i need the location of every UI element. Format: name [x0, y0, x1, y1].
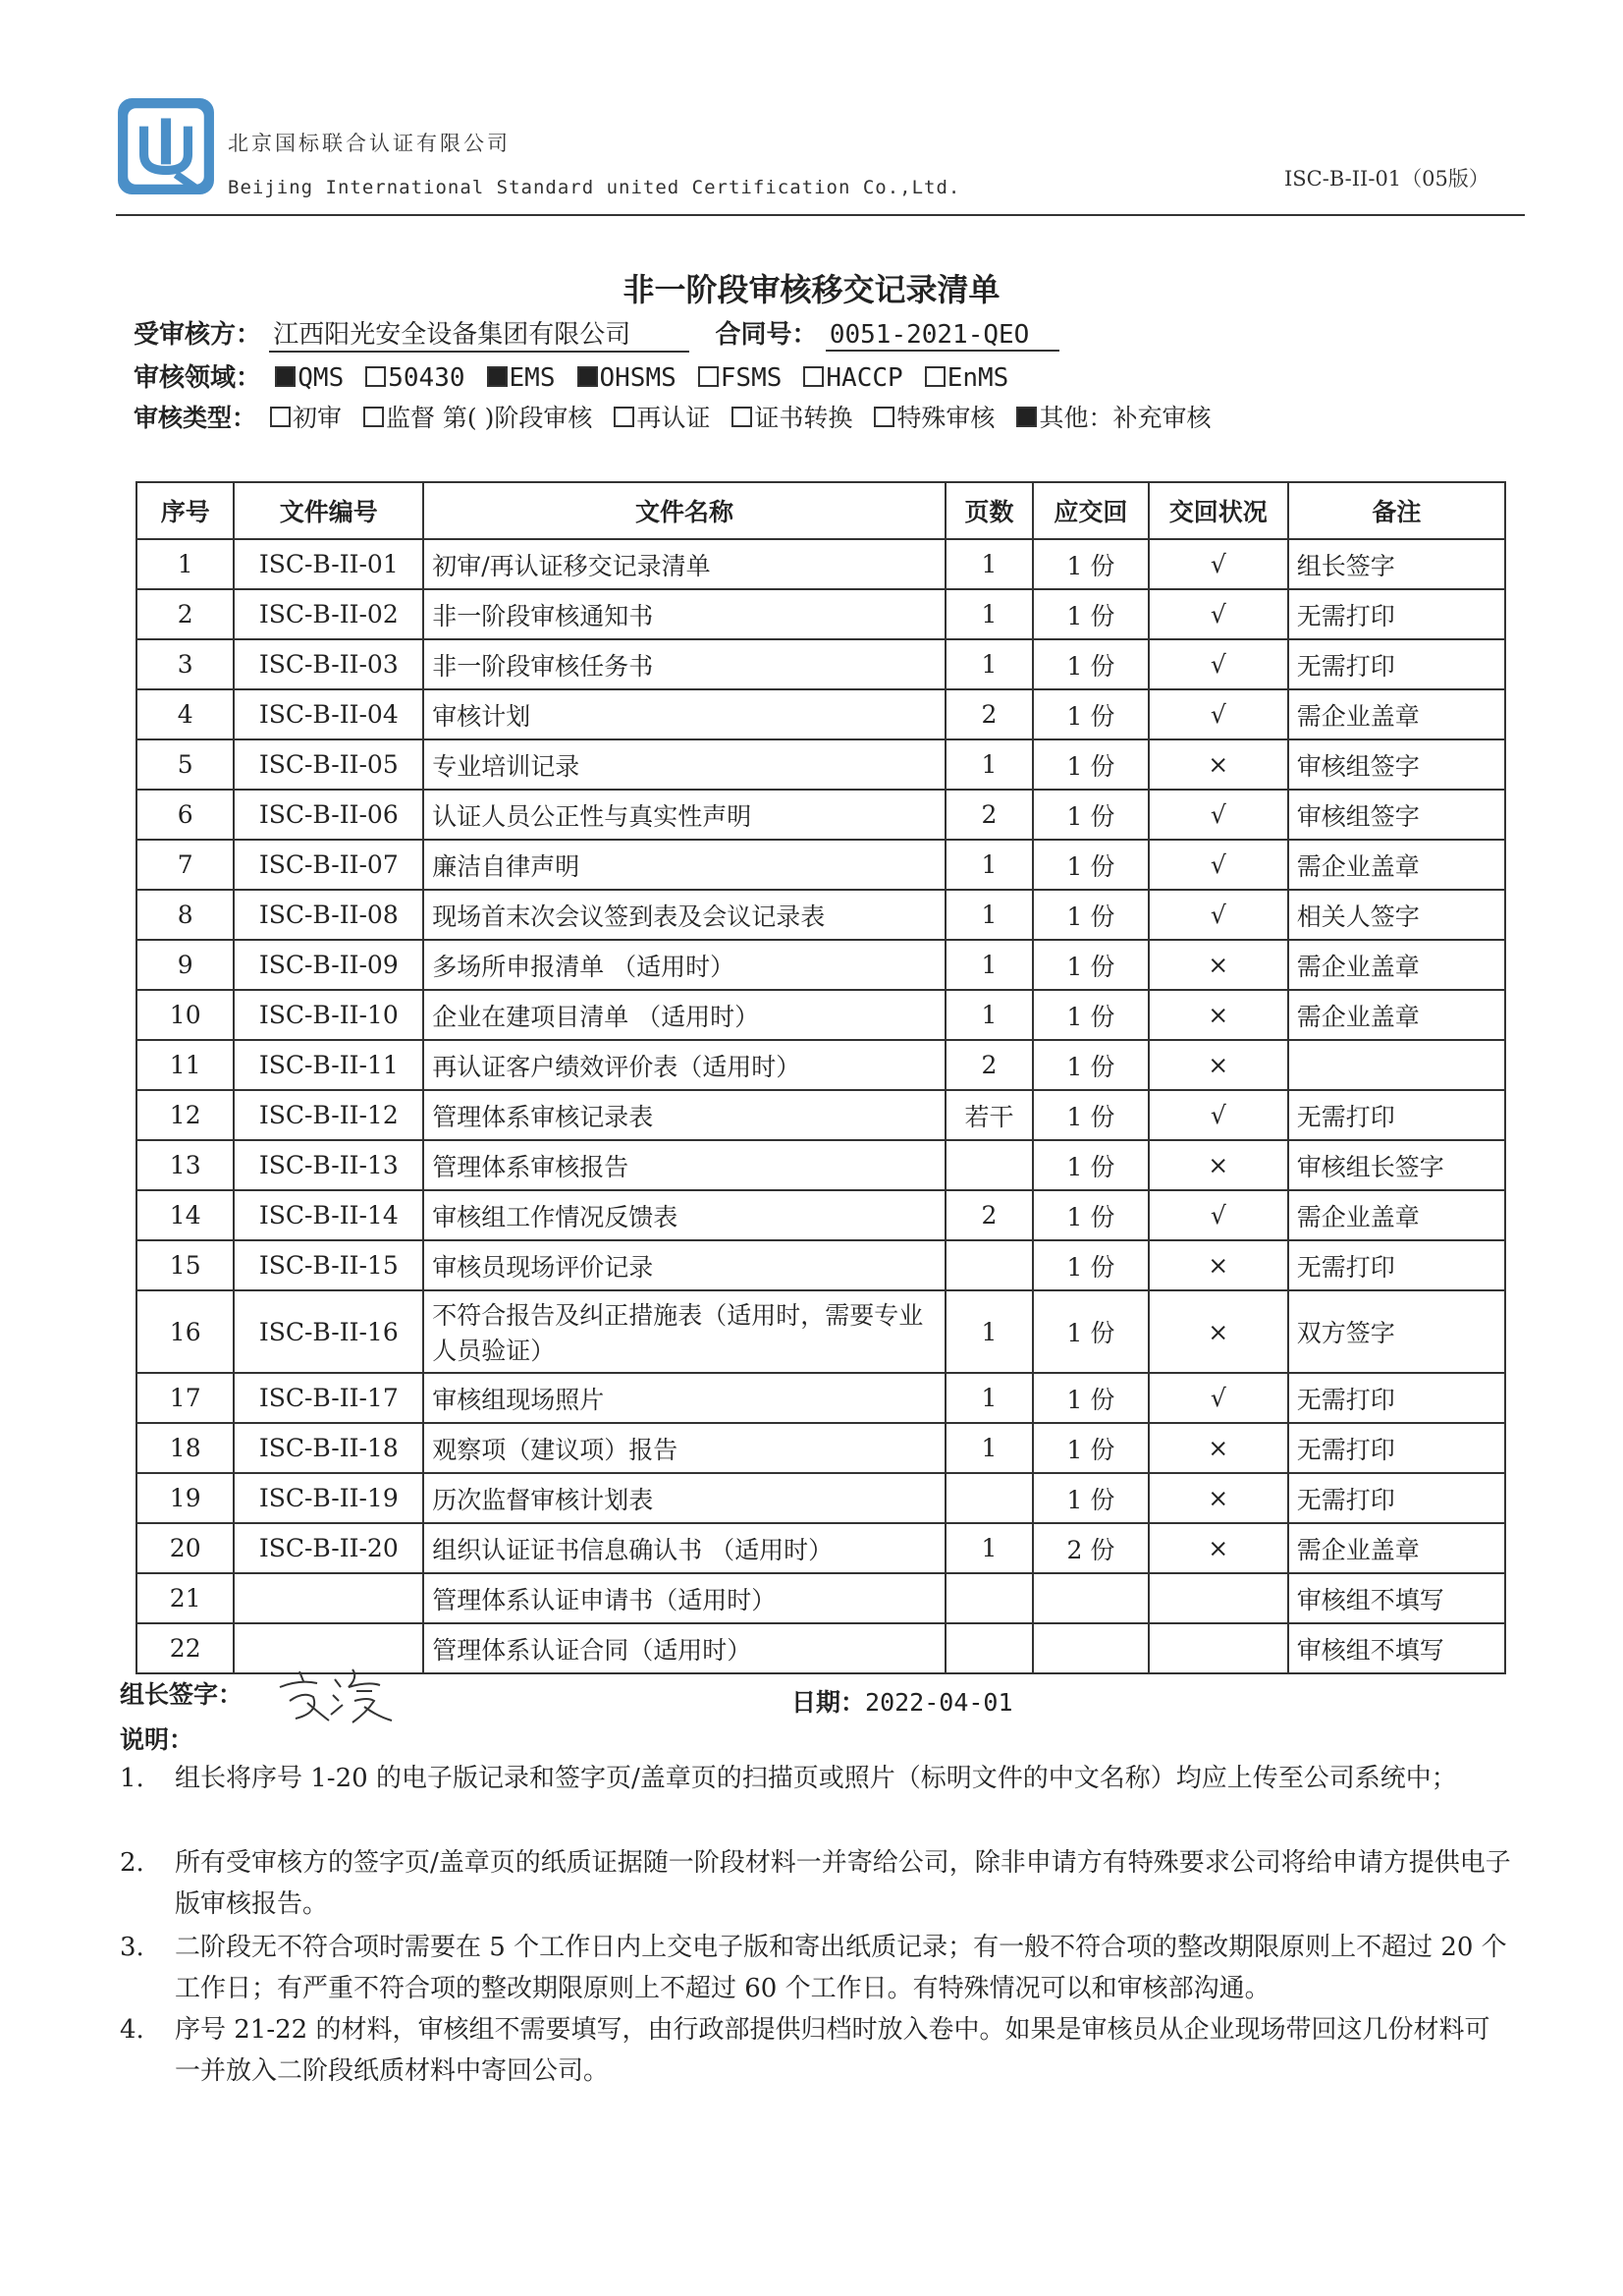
cell-file-code: ISC-B-II-04	[234, 689, 423, 739]
col-header-file-code: 文件编号	[234, 482, 423, 539]
audit-type-option	[726, 404, 852, 432]
audit-type-option-label: 初审	[292, 404, 342, 432]
auditee-value: 江西阳光安全设备集团有限公司	[269, 314, 689, 353]
cell-no: 1	[136, 539, 234, 589]
cell-pages: 1	[946, 940, 1033, 990]
cell-no: 21	[136, 1573, 234, 1623]
records-table	[135, 481, 1506, 1674]
cell-pages: 2	[946, 689, 1033, 739]
cell-remarks: 无需打印	[1288, 1423, 1505, 1473]
audit-types-line	[134, 399, 1226, 434]
table-row	[136, 1190, 1505, 1240]
cell-file-code: ISC-B-II-08	[234, 890, 423, 940]
col-header-file-name: 文件名称	[423, 482, 946, 539]
cell-file-name: 认证人员公正性与真实性声明	[423, 790, 946, 840]
cell-no: 7	[136, 840, 234, 890]
cell-copies: 1 份	[1033, 1423, 1149, 1473]
cell-file-code: ISC-B-II-09	[234, 940, 423, 990]
checked-box-icon	[275, 366, 296, 387]
cell-file-name: 管理体系审核记录表	[423, 1090, 946, 1140]
cell-remarks: 需企业盖章	[1288, 940, 1505, 990]
audit-type-option	[868, 404, 995, 432]
cell-copies: 1 份	[1033, 539, 1149, 589]
cell-file-name: 非一阶段审核任务书	[423, 639, 946, 689]
cell-no: 12	[136, 1090, 234, 1140]
cell-file-name: 管理体系审核报告	[423, 1140, 946, 1190]
cell-no: 18	[136, 1423, 234, 1473]
cell-file-name: 管理体系认证申请书（适用时）	[423, 1573, 946, 1623]
note-text: 所有受审核方的签字页/盖章页的纸质证据随一阶段材料一并寄给公司，除非申请方有特殊要求公司将给申请方提供电子版审核报告。	[175, 1848, 1511, 1919]
audit-domain-option	[359, 363, 464, 393]
cell-status	[1149, 1623, 1288, 1673]
cell-file-code: ISC-B-II-01	[234, 539, 423, 589]
unchecked-box-icon	[925, 366, 946, 387]
cell-status: ×	[1149, 990, 1288, 1040]
cell-no: 14	[136, 1190, 234, 1240]
cell-no: 16	[136, 1290, 234, 1373]
table-row	[136, 990, 1505, 1040]
cell-remarks: 审核组签字	[1288, 739, 1505, 790]
cell-file-name: 廉洁自律声明	[423, 840, 946, 890]
cell-pages: 2	[946, 790, 1033, 840]
cell-status: √	[1149, 539, 1288, 589]
cell-pages: 2	[946, 1190, 1033, 1240]
audit-domain-option	[571, 363, 676, 393]
document-title: 非一阶段审核移交记录清单	[622, 271, 1001, 308]
cell-file-name: 组织认证证书信息确认书 （适用时）	[423, 1523, 946, 1573]
cell-status	[1149, 1573, 1288, 1623]
note-text: 组长将序号 1-20 的电子版记录和签字页/盖章页的扫描页或照片（标明文件的中文名称）均应上传至公司系统中；	[175, 1764, 1457, 1793]
audit-domain-option-label: 50430	[388, 363, 465, 393]
table-row	[136, 639, 1505, 689]
cell-no: 13	[136, 1140, 234, 1190]
unchecked-box-icon	[270, 407, 291, 427]
company-name-cn: 北京国标联合认证有限公司	[228, 132, 511, 155]
cell-copies: 1 份	[1033, 790, 1149, 840]
table-row	[136, 689, 1505, 739]
col-header-copies: 应交回	[1033, 482, 1149, 539]
cell-file-name: 管理体系认证合同（适用时）	[423, 1623, 946, 1673]
unchecked-box-icon	[698, 366, 719, 387]
cell-copies: 1 份	[1033, 739, 1149, 790]
cell-pages: 1	[946, 1373, 1033, 1423]
note-item-4	[120, 2009, 1514, 2092]
audit-domain-option-label: OHSMS	[599, 363, 676, 393]
cell-no: 9	[136, 940, 234, 990]
note-item-1	[120, 1758, 1514, 1799]
cell-status: √	[1149, 840, 1288, 890]
cell-status: √	[1149, 1190, 1288, 1240]
handwritten-signature	[270, 1658, 398, 1726]
checked-box-icon	[577, 366, 598, 387]
cell-status: ×	[1149, 1423, 1288, 1473]
audit-types-label: 审核类型：	[134, 404, 257, 432]
cell-copies: 1 份	[1033, 1190, 1149, 1240]
audit-domain-option-label: EnMS	[947, 363, 1009, 393]
table-row	[136, 1090, 1505, 1140]
col-header-pages: 页数	[946, 482, 1033, 539]
cell-no: 5	[136, 739, 234, 790]
cell-status: √	[1149, 589, 1288, 639]
cell-pages: 2	[946, 1040, 1033, 1090]
checked-box-icon	[487, 366, 508, 387]
cell-pages: 若干	[946, 1090, 1033, 1140]
table-row	[136, 1423, 1505, 1473]
cell-file-name: 审核计划	[423, 689, 946, 739]
cell-file-name: 非一阶段审核通知书	[423, 589, 946, 639]
cell-copies: 1 份	[1033, 890, 1149, 940]
table-row	[136, 539, 1505, 589]
note-number: 3.	[120, 1933, 144, 1962]
cell-file-name: 审核员现场评价记录	[423, 1240, 946, 1290]
cell-copies: 1 份	[1033, 1140, 1149, 1190]
cell-status: ×	[1149, 1040, 1288, 1090]
auditee-label: 受审核方：	[134, 320, 262, 350]
cell-file-name: 再认证客户绩效评价表（适用时）	[423, 1040, 946, 1090]
audit-type-option-label: 特殊审核	[896, 404, 996, 432]
col-header-remarks: 备注	[1288, 482, 1505, 539]
auditee-line	[134, 314, 1059, 353]
audit-domains-line	[134, 357, 1024, 394]
audit-type-option	[608, 404, 710, 432]
table-row	[136, 840, 1505, 890]
cell-no: 15	[136, 1240, 234, 1290]
cell-file-name: 专业培训记录	[423, 739, 946, 790]
cell-pages: 1	[946, 739, 1033, 790]
cell-remarks: 无需打印	[1288, 1090, 1505, 1140]
cell-status: √	[1149, 890, 1288, 940]
cell-pages: 1	[946, 890, 1033, 940]
col-header-no: 序号	[136, 482, 234, 539]
unchecked-box-icon	[363, 407, 384, 427]
note-number: 4.	[120, 2015, 144, 2045]
cell-status: √	[1149, 1090, 1288, 1140]
cell-status: ×	[1149, 1290, 1288, 1373]
cell-remarks: 无需打印	[1288, 1240, 1505, 1290]
audit-domain-option-label: EMS	[509, 363, 556, 393]
cell-pages: 1	[946, 1523, 1033, 1573]
cell-file-code: ISC-B-II-11	[234, 1040, 423, 1090]
cell-copies: 1 份	[1033, 1090, 1149, 1140]
cell-file-code: ISC-B-II-17	[234, 1373, 423, 1423]
cell-file-code: ISC-B-II-03	[234, 639, 423, 689]
cell-file-name: 现场首末次会议签到表及会议记录表	[423, 890, 946, 940]
audit-domain-option	[269, 363, 344, 393]
cell-status: ×	[1149, 1140, 1288, 1190]
cell-no: 10	[136, 990, 234, 1040]
table-row	[136, 1373, 1505, 1423]
cell-remarks: 需企业盖章	[1288, 1523, 1505, 1573]
company-name-en: Beijing International Standard united Certification Co.,Ltd.	[228, 177, 961, 198]
cell-no: 3	[136, 639, 234, 689]
cell-status: √	[1149, 639, 1288, 689]
table-row	[136, 1290, 1505, 1373]
table-row	[136, 739, 1505, 790]
table-row	[136, 589, 1505, 639]
audit-domain-option-label: QMS	[298, 363, 345, 393]
cell-remarks: 无需打印	[1288, 639, 1505, 689]
audit-type-option-label: 证书转换	[754, 404, 853, 432]
cell-status: ×	[1149, 940, 1288, 990]
cell-status: √	[1149, 790, 1288, 840]
table-row	[136, 790, 1505, 840]
cell-copies: 1 份	[1033, 1040, 1149, 1090]
cell-status: ×	[1149, 1473, 1288, 1523]
unchecked-box-icon	[365, 366, 386, 387]
table-header-row	[136, 482, 1505, 539]
cell-remarks: 无需打印	[1288, 589, 1505, 639]
cell-file-code: ISC-B-II-02	[234, 589, 423, 639]
cell-status: √	[1149, 689, 1288, 739]
date-value: 2022-04-01	[865, 1688, 1013, 1717]
cell-remarks: 无需打印	[1288, 1473, 1505, 1523]
cell-remarks: 需企业盖章	[1288, 689, 1505, 739]
cell-no: 20	[136, 1523, 234, 1573]
cell-file-code: ISC-B-II-15	[234, 1240, 423, 1290]
note-number: 1.	[120, 1764, 144, 1793]
cell-pages: 1	[946, 840, 1033, 890]
cell-copies: 1 份	[1033, 1240, 1149, 1290]
cell-no: 8	[136, 890, 234, 940]
cell-status: ×	[1149, 739, 1288, 790]
cell-pages	[946, 1623, 1033, 1673]
table-row	[136, 1040, 1505, 1090]
cell-pages: 1	[946, 539, 1033, 589]
cell-file-code: ISC-B-II-20	[234, 1523, 423, 1573]
cell-copies	[1033, 1573, 1149, 1623]
cell-file-code: ISC-B-II-13	[234, 1140, 423, 1190]
table-row	[136, 1573, 1505, 1623]
note-text: 序号 21-22 的材料，审核组不需要填写，由行政部提供归档时放入卷中。如果是审核员从企业现场带回这几份材料可一并放入二阶段纸质材料中寄回公司。	[175, 2015, 1490, 2086]
cell-file-name: 审核组现场照片	[423, 1373, 946, 1423]
date-line	[791, 1683, 1013, 1719]
cell-no: 2	[136, 589, 234, 639]
cell-pages: 1	[946, 990, 1033, 1040]
table-row	[136, 1473, 1505, 1523]
cell-pages: 1	[946, 639, 1033, 689]
cell-file-code: ISC-B-II-14	[234, 1190, 423, 1240]
audit-type-option	[264, 404, 342, 432]
table-row	[136, 890, 1505, 940]
unchecked-box-icon	[874, 407, 894, 427]
cell-copies: 1 份	[1033, 990, 1149, 1040]
cell-no: 6	[136, 790, 234, 840]
cell-file-name: 不符合报告及纠正措施表（适用时，需要专业人员验证）	[423, 1290, 946, 1373]
unchecked-box-icon	[803, 366, 824, 387]
cell-remarks: 审核组不填写	[1288, 1623, 1505, 1673]
contract-label: 合同号：	[715, 320, 818, 350]
audit-domain-option	[919, 363, 1009, 393]
contract-value: 0051-2021-QEO	[826, 320, 1059, 352]
table-row	[136, 1523, 1505, 1573]
cell-remarks: 审核组长签字	[1288, 1140, 1505, 1190]
cell-copies: 1 份	[1033, 1290, 1149, 1373]
cell-copies: 1 份	[1033, 689, 1149, 739]
cell-file-name: 初审/再认证移交记录清单	[423, 539, 946, 589]
cell-file-code: ISC-B-II-19	[234, 1473, 423, 1523]
cell-file-code: ISC-B-II-18	[234, 1423, 423, 1473]
date-label: 日期：	[791, 1688, 866, 1717]
cell-copies: 1 份	[1033, 589, 1149, 639]
cell-no: 22	[136, 1623, 234, 1673]
cell-remarks: 需企业盖章	[1288, 1190, 1505, 1240]
cell-file-name: 历次监督审核计划表	[423, 1473, 946, 1523]
cell-no: 11	[136, 1040, 234, 1090]
cell-file-name: 企业在建项目清单 （适用时）	[423, 990, 946, 1040]
note-text: 二阶段无不符合项时需要在 5 个工作日内上交电子版和寄出纸质记录；有一般不符合项的整改期限原则上不超过 20 个工作日；有严重不符合项的整改期限原则上不超过 60 个工作日。有特殊情况可以和审核部沟通。	[175, 1933, 1507, 2003]
cell-file-code: ISC-B-II-07	[234, 840, 423, 890]
cell-file-code	[234, 1573, 423, 1623]
cell-copies: 1 份	[1033, 940, 1149, 990]
cell-pages	[946, 1573, 1033, 1623]
cell-copies: 1 份	[1033, 840, 1149, 890]
cell-pages: 1	[946, 1423, 1033, 1473]
cell-remarks: 无需打印	[1288, 1373, 1505, 1423]
audit-type-option-label: 再认证	[636, 404, 711, 432]
cell-file-code: ISC-B-II-05	[234, 739, 423, 790]
isc-logo-icon	[116, 96, 216, 196]
cell-remarks: 需企业盖章	[1288, 990, 1505, 1040]
header-divider	[116, 214, 1525, 216]
table-row	[136, 940, 1505, 990]
cell-file-code: ISC-B-II-12	[234, 1090, 423, 1140]
cell-status: ×	[1149, 1523, 1288, 1573]
cell-no: 17	[136, 1373, 234, 1423]
audit-domain-option	[797, 363, 902, 393]
audit-type-option-label: 监督 第( )阶段审核	[385, 404, 593, 432]
cell-status: ×	[1149, 1240, 1288, 1290]
cell-remarks: 审核组签字	[1288, 790, 1505, 840]
cell-file-name: 观察项（建议项）报告	[423, 1423, 946, 1473]
cell-pages	[946, 1140, 1033, 1190]
cell-copies: 2 份	[1033, 1523, 1149, 1573]
cell-file-name: 审核组工作情况反馈表	[423, 1190, 946, 1240]
table-row	[136, 1240, 1505, 1290]
cell-pages: 1	[946, 589, 1033, 639]
audit-type-option	[1010, 404, 1211, 432]
col-header-status: 交回状况	[1149, 482, 1288, 539]
audit-type-option-label: 其他：补充审核	[1039, 404, 1212, 432]
cell-copies: 1 份	[1033, 1373, 1149, 1423]
audit-domain-option-label: FSMS	[720, 363, 783, 393]
cell-remarks: 审核组不填写	[1288, 1573, 1505, 1623]
cell-pages	[946, 1473, 1033, 1523]
cell-copies: 1 份	[1033, 1473, 1149, 1523]
cell-pages: 1	[946, 1290, 1033, 1373]
cell-remarks: 相关人签字	[1288, 890, 1505, 940]
cell-file-code: ISC-B-II-06	[234, 790, 423, 840]
cell-pages	[946, 1240, 1033, 1290]
unchecked-box-icon	[614, 407, 634, 427]
table-row	[136, 1140, 1505, 1190]
leader-sign-label: 组长签字：	[120, 1680, 243, 1709]
cell-remarks: 组长签字	[1288, 539, 1505, 589]
checked-box-icon	[1016, 407, 1037, 427]
audit-domain-option-label: HACCP	[826, 363, 903, 393]
cell-no: 4	[136, 689, 234, 739]
note-number: 2.	[120, 1848, 144, 1878]
cell-status: √	[1149, 1373, 1288, 1423]
form-code: ISC-B-II-01（05版）	[1284, 167, 1489, 191]
audit-type-option	[357, 404, 592, 432]
cell-file-code: ISC-B-II-16	[234, 1290, 423, 1373]
audit-domain-option	[692, 363, 783, 393]
cell-copies	[1033, 1623, 1149, 1673]
cell-remarks: 需企业盖章	[1288, 840, 1505, 890]
cell-no: 19	[136, 1473, 234, 1523]
cell-file-name: 多场所申报清单 （适用时）	[423, 940, 946, 990]
audit-domain-option	[481, 363, 556, 393]
note-item-3	[120, 1927, 1514, 2009]
notes-label: 说明：	[120, 1725, 194, 1754]
note-item-2	[120, 1842, 1514, 1925]
audit-domains-label: 审核领域：	[134, 363, 262, 393]
cell-remarks	[1288, 1040, 1505, 1090]
cell-remarks: 双方签字	[1288, 1290, 1505, 1373]
unchecked-box-icon	[731, 407, 752, 427]
cell-file-code: ISC-B-II-10	[234, 990, 423, 1040]
cell-copies: 1 份	[1033, 639, 1149, 689]
